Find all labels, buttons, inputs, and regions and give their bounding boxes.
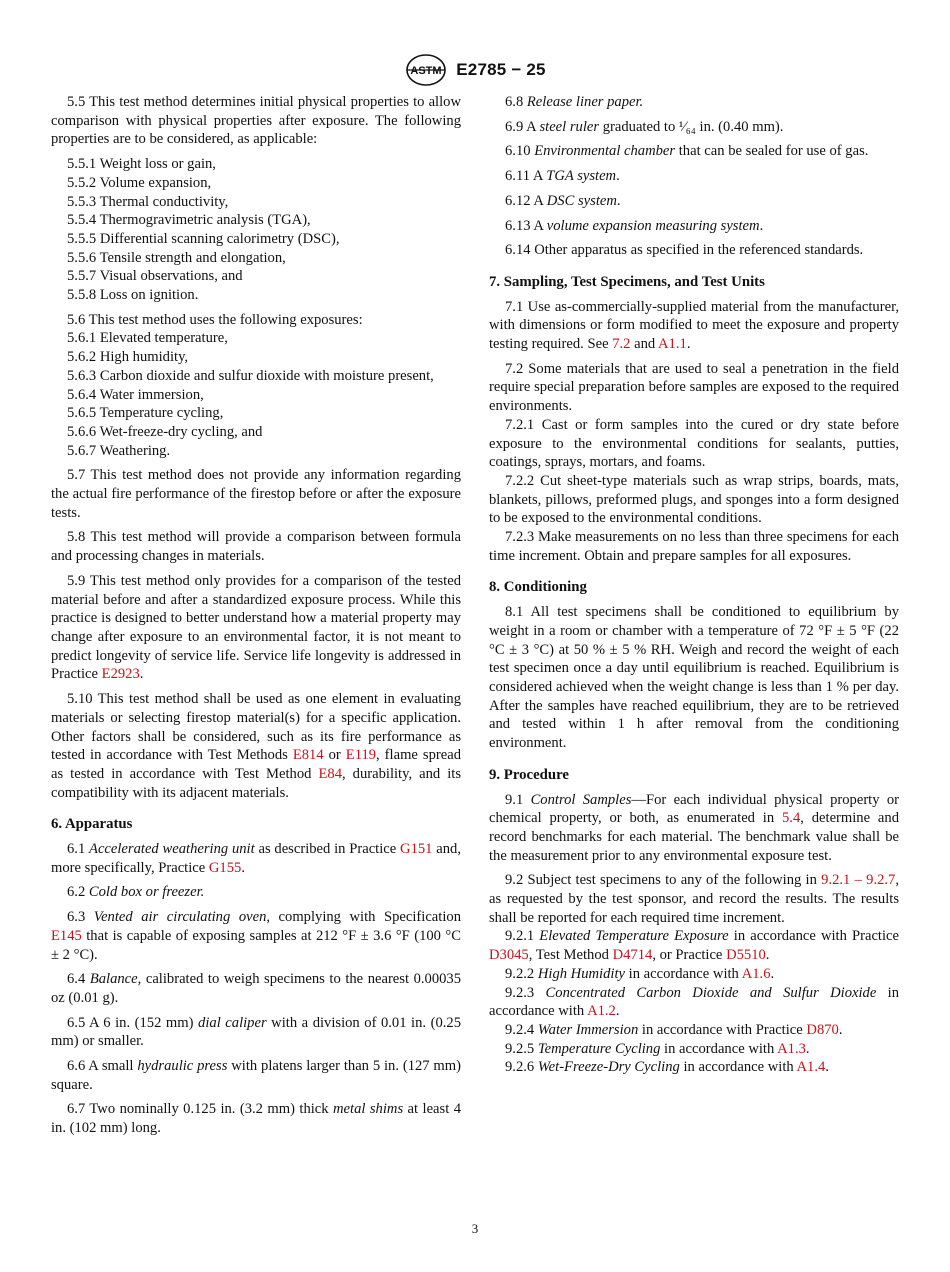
section-heading-procedure: 9. Procedure <box>489 766 569 783</box>
para-6-2: 6.2 Cold box or freezer. <box>67 884 205 901</box>
para-5-6: 5.6 This test method uses the following exposures: <box>67 311 363 328</box>
para-9-2-1: 9.2.1 Elevated Temperature Exposure in accordance with Practice D3045, Test Method D4714, or Practice D5510. <box>489 928 899 964</box>
list-5-5 <box>51 155 461 305</box>
para-5-10: 5.10 This test method shall be used as one element in evaluating materials or selecting firestop material(s) for a specific application. Other factors shall be considered, such as its fire performance as tested in accordance with Test Methods E814 or E119, flame spread as tested in accordance with Test Method E84, durability, and its compatibility with its adjacent materials. <box>51 691 462 801</box>
list-item: 5.5.6 Tensile strength and elongation, <box>67 249 286 266</box>
list-item: 5.6.7 Weathering. <box>67 442 171 459</box>
ref-link-e145[interactable]: E145 <box>51 927 82 944</box>
para-7-2: 7.2 Some materials that are used to seal a penetration in the field require special preparation before samples are exposed to the required environments. <box>489 360 899 415</box>
para-7-1: 7.1 Use as-commercially-supplied material from the manufacturer, with dimensions or form modified to meet the exposure and property testing required. See 7.2 and A1.1. <box>489 298 899 353</box>
para-9-1: 9.1 Control Samples—For each individual physical property or chemical property, or both, as enumerated in 5.4, determine and record benchmarks for each material. The benchmark value shall be the measurement prior to any environmental exposure test. <box>489 791 900 864</box>
para-6-12: 6.12 A DSC system. <box>505 192 621 209</box>
right-column <box>489 93 899 1077</box>
para-8-1: 8.1 All test specimens shall be conditioned to equilibrium by weight in a room or chamber with a temperature of 72 °F ± 5 °F (22 °C ± 3 °C) at 50 % ± 5 % RH. Weigh and record the weight of each test specimen once a day until equilibrium is reached. Equilibrium is considered achieved when the weight change is less than 1 % per day. After the samples have reached equilibrium, they are to be retrieved and tested within 1 h after removal from the conditioning environment. <box>489 604 899 752</box>
para-6-9: 6.9 A steel ruler graduated to ¹⁄₆₄ in. (0.40 mm). <box>505 118 784 135</box>
ref-link-g151[interactable]: G151 <box>400 841 433 858</box>
ref-link-e119[interactable]: E119 <box>345 747 377 764</box>
para-6-11: 6.11 A TGA system. <box>505 168 620 185</box>
page-number: 3 <box>471 1221 479 1236</box>
para-6-7: 6.7 Two nominally 0.125 in. (3.2 mm) thick metal shims at least 4 in. (102 mm) long. <box>51 1101 461 1137</box>
ref-link-e2923[interactable]: E2923 <box>101 666 140 683</box>
ref-link-5-4[interactable]: 5.4 <box>782 810 801 827</box>
list-item: 5.5.5 Differential scanning calorimetry (DSC), <box>67 230 340 247</box>
para-6-14: 6.14 Other apparatus as specified in the referenced standards. <box>505 242 864 259</box>
para-6-4: 6.4 Balance, calibrated to weigh specimens to the nearest 0.00035 oz (0.01 g). <box>51 971 462 1006</box>
ref-link-a1-2[interactable]: A1.2 <box>587 1003 616 1020</box>
para-6-8: 6.8 Release liner paper. <box>505 94 644 110</box>
para-7-2-2: 7.2.2 Cut sheet-type materials such as wrap strips, boards, mats, blankets, pillows, preformed plugs, and sponges into a form designed to be exposed to the environmental conditions. <box>489 472 899 527</box>
list-item: 5.5.4 Thermogravimetric analysis (TGA), <box>67 212 311 229</box>
ref-link-d4714[interactable]: D4714 <box>612 947 653 964</box>
para-9-2-5: 9.2.5 Temperature Cycling in accordance with A1.3. <box>505 1040 810 1057</box>
list-5-6 <box>51 329 461 460</box>
para-6-5: 6.5 A 6 in. (152 mm) dial caliper with a division of 0.01 in. (0.25 mm) or smaller. <box>51 1014 461 1050</box>
section-heading-sampling: 7. Sampling, Test Specimens, and Test Units <box>489 273 765 290</box>
list-item: 5.6.1 Elevated temperature, <box>67 330 228 347</box>
page-header <box>0 53 950 87</box>
ref-link-a1-1[interactable]: A1.1 <box>658 336 687 353</box>
document-designation: E2785 − 25 <box>456 60 546 79</box>
ref-link-9-2-1[interactable]: 9.2.1 – 9.2.7 <box>821 872 896 889</box>
para-6-10: 6.10 Environmental chamber that can be sealed for use of gas. <box>505 143 869 160</box>
astm-logo-icon <box>404 53 448 87</box>
ref-link-e814[interactable]: E814 <box>292 747 324 764</box>
para-9-2-3: 9.2.3 Concentrated Carbon Dioxide and Sulfur Dioxide in accordance with A1.2. <box>489 984 899 1020</box>
para-6-1: 6.1 Accelerated weathering unit as described in Practice G151 and, more specifically, Practice G155. <box>51 841 461 876</box>
ref-link-a1-3[interactable]: A1.3 <box>777 1040 806 1057</box>
list-item: 5.6.6 Wet-freeze-dry cycling, and <box>67 423 263 440</box>
para-6-3: 6.3 Vented air circulating oven, complying with Specification E145 that is capable of exposing samples at 212 °F ± 3.6 °F (100 °C ± 2 °C). <box>51 909 461 963</box>
list-item: 5.5.2 Volume expansion, <box>67 174 212 191</box>
para-9-2: 9.2 Subject test specimens to any of the following in 9.2.1 – 9.2.7, as requested by the test sponsor, and record the results. The results shall be reported for each required time increment. <box>489 872 899 926</box>
list-item: 5.6.4 Water immersion, <box>67 386 204 403</box>
list-item: 5.5.7 Visual observations, and <box>67 268 243 285</box>
para-9-2-2: 9.2.2 High Humidity in accordance with A1.6. <box>505 965 775 982</box>
section-heading-conditioning: 8. Conditioning <box>489 579 587 596</box>
para-5-7: 5.7 This test method does not provide any information regarding the actual fire performance of the firestop before or after the exposure tests. <box>51 467 461 521</box>
list-item: 5.5.3 Thermal conductivity, <box>67 193 229 210</box>
para-9-2-6: 9.2.6 Wet-Freeze-Dry Cycling in accordance with A1.4. <box>505 1059 829 1076</box>
para-5-9: 5.9 This test method only provides for a comparison of the tested material before and after a standardized exposure process. While this practice is designed to better understand how a material property may change after exposure to an environmental factor, it is not meant to predict longevity of service life. Service life longevity is addressed in Practice E2923. <box>51 572 461 683</box>
list-item: 5.6.5 Temperature cycling, <box>67 405 224 422</box>
list-item: 5.5.1 Weight loss or gain, <box>67 156 216 173</box>
list-item: 5.6.3 Carbon dioxide and sulfur dioxide with moisture present, <box>67 367 434 384</box>
list-item: 5.6.2 High humidity, <box>67 349 189 366</box>
ref-link-d5510[interactable]: D5510 <box>726 947 766 964</box>
logo-text: ASTM <box>410 65 442 77</box>
ref-link-a1-6[interactable]: A1.6 <box>741 965 771 982</box>
para-5-5: 5.5 This test method determines initial physical properties to allow comparison with physical properties after exposure. The following properties are to be considered, as applicable: <box>51 94 461 148</box>
para-6-13: 6.13 A volume expansion measuring system. <box>505 217 764 234</box>
ref-link-g155[interactable]: G155 <box>208 859 242 876</box>
ref-link-e84[interactable]: E84 <box>318 765 342 782</box>
para-5-8: 5.8 This test method will provide a comparison between formula and processing changes in materials. <box>51 529 461 565</box>
para-9-2-4: 9.2.4 Water Immersion in accordance with Practice D870. <box>505 1021 843 1038</box>
para-6-6: 6.6 A small hydraulic press with platens larger than 5 in. (127 mm) square. <box>51 1058 461 1093</box>
list-item: 5.5.8 Loss on ignition. <box>67 287 199 304</box>
ref-link-7-2[interactable]: 7.2 <box>612 336 631 353</box>
para-7-2-1: 7.2.1 Cast or form samples into the cured or dry state before exposure to the environmental conditions for sealants, putties, coatings, sprays, mortars, and foams. <box>489 416 899 471</box>
ref-link-a1-4[interactable]: A1.4 <box>796 1059 826 1076</box>
section-heading-apparatus: 6. Apparatus <box>51 816 133 833</box>
para-7-2-3: 7.2.3 Make measurements on no less than three specimens for each time increment. Obtain and prepare samples for all exposures. <box>489 529 899 564</box>
ref-link-d870[interactable]: D870 <box>806 1021 839 1038</box>
ref-link-d3045[interactable]: D3045 <box>489 947 529 964</box>
left-column <box>51 93 461 1144</box>
